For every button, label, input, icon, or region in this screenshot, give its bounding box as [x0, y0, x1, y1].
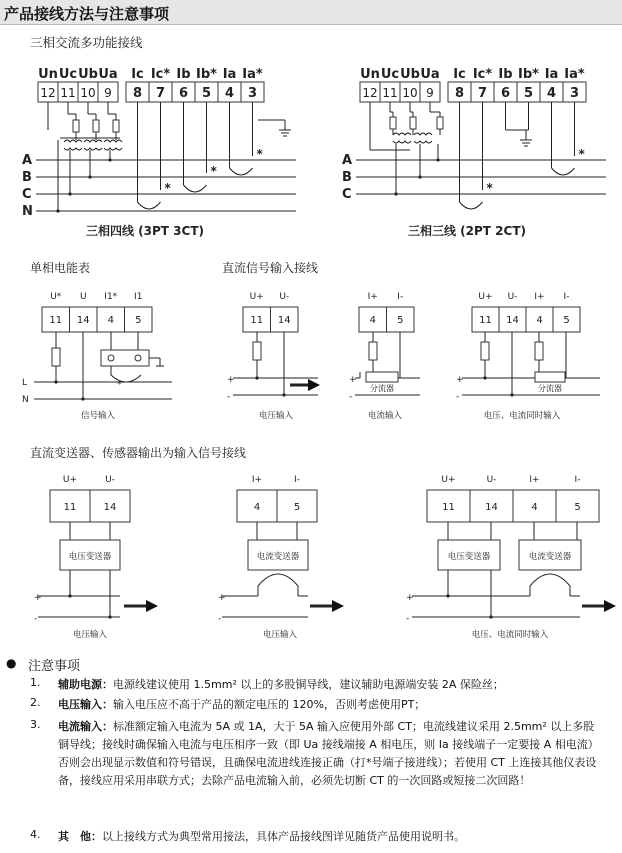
transformer-coil [393, 133, 411, 135]
terminal-label: Ic [453, 67, 466, 82]
fuse-icon [369, 342, 377, 360]
terminal-label: Ic [131, 67, 144, 82]
caption-dc-voltage: 电压输入 [258, 411, 294, 421]
fuse-icon [437, 117, 443, 129]
terminal-number: 4 [546, 86, 557, 101]
terminal-number: 11 [479, 315, 492, 326]
terminal-number: 11 [442, 502, 455, 513]
terminal-label: U+ [249, 292, 264, 302]
caption-transmitter-vi: 电压、电流同时输入 [471, 630, 549, 640]
caption-dc-current: 电流输入 [367, 411, 403, 421]
note-item-aux-power [58, 676, 603, 694]
note-text: 输入电压应不高于产品的额定电压的 120%，否则考虑使用PT； [113, 698, 426, 711]
minus-sign: - [349, 392, 353, 402]
transmitter-label: 电压变送器 [447, 552, 491, 562]
terminal-number: 5 [523, 86, 534, 101]
ct-loop [111, 366, 141, 382]
shunt-label: 分流器 [370, 384, 394, 393]
shunt-label: 分流器 [538, 384, 562, 393]
transformer-coil [104, 140, 122, 142]
transformer-coil [84, 148, 102, 150]
fuse-icon [52, 348, 60, 366]
terminal-label: I+ [534, 292, 545, 302]
ct-terminal [135, 355, 141, 361]
terminal-number: 3 [569, 86, 580, 101]
note-item-voltage-input [58, 696, 603, 714]
note-title: 其 他： [58, 830, 102, 843]
terminal-number: 14 [506, 315, 519, 326]
terminal-number: 4 [253, 502, 261, 513]
junction-dot [108, 158, 111, 161]
ct-loop [230, 168, 253, 175]
transformer-coil [84, 140, 102, 142]
terminal-label: U+ [441, 475, 456, 485]
terminal-label: Ib [498, 67, 513, 82]
terminal-number: 9 [426, 86, 434, 100]
note-number: 4. [30, 828, 41, 841]
terminal-number: 9 [104, 86, 112, 100]
polarity-star: * [210, 164, 217, 178]
terminal-number: 11 [49, 315, 63, 326]
terminal-label: Ia [544, 67, 559, 82]
terminal-label: Ia* [564, 67, 585, 82]
note-item-other [58, 828, 603, 846]
terminal-label: U+ [478, 292, 493, 302]
transformer-coil [393, 141, 411, 143]
fuse-icon [93, 120, 99, 132]
plus-sign: + [34, 593, 42, 603]
terminal-label: Ua [98, 67, 118, 82]
terminal-number: 5 [293, 502, 301, 513]
notes-title: 注意事项 [28, 659, 81, 674]
phase-label: A [22, 153, 33, 168]
terminal-label: Un [38, 67, 58, 82]
terminal-label: U* [50, 292, 62, 302]
plus-sign: + [406, 593, 414, 603]
terminal-number: 8 [132, 86, 143, 101]
caption-dc-vi: 电压、电流同时输入 [483, 411, 561, 421]
terminal-number: 11 [60, 86, 76, 100]
terminal-number: 10 [80, 86, 96, 100]
terminal-label: U- [105, 475, 115, 485]
junction-dot [418, 175, 421, 178]
terminal-label: I+ [251, 475, 263, 485]
terminal-label: Ib* [518, 67, 539, 82]
shunt-box [366, 372, 398, 382]
terminal-label: I- [574, 475, 581, 485]
terminal-number: 4 [369, 315, 376, 326]
note-number: 3. [30, 718, 41, 731]
terminal-number: 14 [76, 315, 90, 326]
phase-label: B [342, 170, 352, 185]
minus-sign: - [406, 614, 410, 624]
caption-3p4w: 三相四线 (3PT 3CT) [86, 224, 204, 238]
section-title: 直流变送器、传感器输出为输入信号接线 [30, 446, 247, 460]
phase-label: C [22, 187, 32, 202]
terminal-label: Ib [176, 67, 191, 82]
section-title: 三相交流多功能接线 [30, 35, 143, 50]
arrow-icon [308, 379, 320, 391]
terminal-number: 7 [477, 86, 488, 101]
ct-loop [552, 168, 575, 175]
note-title: 辅助电源： [58, 678, 113, 691]
terminal-label: Un [360, 67, 380, 82]
shunt-box [535, 372, 565, 382]
terminal-number: 5 [397, 315, 404, 326]
minus-sign: - [34, 614, 38, 624]
junction-dot [394, 192, 397, 195]
terminal-label: U [79, 292, 87, 302]
current-loop [530, 574, 570, 596]
terminal-label: Ic* [472, 67, 493, 82]
transmitter-label: 电流变送器 [256, 552, 300, 562]
polarity-star: * [164, 181, 171, 195]
fuse-icon [253, 342, 261, 360]
junction-dot [88, 175, 91, 178]
caption-single: 信号输入 [80, 411, 116, 421]
minus-sign: - [218, 614, 222, 624]
polarity-star: * [256, 147, 263, 161]
terminal-number: 11 [382, 86, 398, 100]
transformer-coil [414, 141, 432, 143]
note-number: 1. [30, 676, 41, 689]
terminal-number: 14 [277, 315, 291, 326]
terminal-number: 4 [536, 315, 543, 326]
transformer-coil [104, 148, 122, 150]
minus-sign: - [227, 392, 231, 402]
terminal-label: Uc [380, 67, 400, 82]
arrow-icon [332, 600, 344, 612]
phase-label: B [22, 170, 32, 185]
terminal-number: 5 [201, 86, 212, 101]
transmitter-label: 电压变送器 [68, 552, 112, 562]
junction-dot [54, 380, 57, 383]
note-text: 以上接线方式为典型常用接法，具体产品接线图详见随货产品使用说明书。 [102, 830, 465, 843]
terminal-label: U- [486, 475, 497, 485]
junction-dot [81, 397, 84, 400]
terminal-label: Ub [400, 67, 420, 82]
terminal-label: I- [563, 292, 570, 302]
terminal-label: I- [397, 292, 404, 302]
note-item-current-input [58, 718, 603, 790]
transmitter-label: 电流变送器 [528, 552, 572, 562]
terminal-number: 6 [500, 86, 511, 101]
terminal-label: U- [507, 292, 518, 302]
ct-terminal [108, 355, 114, 361]
terminal-number: 5 [135, 315, 142, 326]
section-title: 直流信号输入接线 [222, 261, 319, 275]
terminal-label: U- [279, 292, 290, 302]
terminal-label: U+ [62, 475, 78, 485]
minus-sign: - [456, 392, 460, 402]
plus-sign: + [456, 375, 464, 385]
phase-label: C [342, 187, 352, 202]
arrow-icon [146, 600, 158, 612]
terminal-number: 3 [247, 86, 258, 101]
terminal-label: Ua [420, 67, 440, 82]
fuse-icon [113, 120, 119, 132]
section-title: 单相电能表 [30, 261, 91, 275]
page-title: 产品接线方法与注意事项 [4, 5, 170, 23]
terminal-label: Uc [58, 67, 78, 82]
terminal-number: 10 [402, 86, 418, 100]
terminal-number: 11 [250, 315, 264, 326]
phase-label: N [22, 204, 33, 219]
terminal-number: 5 [574, 502, 581, 513]
polarity-star: * [117, 380, 122, 390]
terminal-number: 4 [107, 315, 114, 326]
fuse-icon [73, 120, 79, 132]
line-label: L [22, 378, 28, 388]
bullet-icon: ● [6, 656, 17, 670]
notes-section [0, 652, 622, 852]
terminal-number: 7 [155, 86, 166, 101]
terminal-number: 6 [178, 86, 189, 101]
transformer-coil [64, 148, 82, 150]
terminal-label: Ia [222, 67, 237, 82]
transformer-coil [64, 140, 82, 142]
fuse-icon [390, 117, 396, 129]
caption-transmitter-v: 电压输入 [72, 630, 108, 640]
caption-3p3w: 三相三线 (2PT 2CT) [408, 224, 526, 238]
plus-sign: + [218, 593, 226, 603]
terminal-number: 14 [103, 502, 117, 513]
ct-loop [138, 202, 161, 209]
current-loop [258, 574, 298, 596]
terminal-number: 4 [224, 86, 235, 101]
plus-sign: + [227, 375, 235, 385]
caption-transmitter-i: 电压输入 [262, 630, 298, 640]
terminal-number: 8 [454, 86, 465, 101]
ct-loop [460, 202, 483, 209]
terminal-label: Ia* [242, 67, 263, 82]
note-title: 电压输入： [58, 698, 113, 711]
terminal-label: I1 [134, 292, 143, 302]
terminal-number: 14 [485, 502, 498, 513]
terminal-label: I+ [529, 475, 540, 485]
fuse-icon [535, 342, 543, 360]
line-label: N [22, 395, 29, 405]
terminal-label: I+ [367, 292, 378, 302]
terminal-label: Ib* [196, 67, 217, 82]
fuse-icon [410, 117, 416, 129]
terminal-label: Ic* [150, 67, 171, 82]
ct-loop [184, 185, 207, 192]
note-title: 电流输入： [58, 720, 113, 733]
polarity-star: * [486, 181, 493, 195]
junction-dot [56, 209, 59, 212]
terminal-number: 4 [531, 502, 538, 513]
fuse-icon [481, 342, 489, 360]
note-number: 2. [30, 696, 41, 709]
plus-sign: + [349, 375, 357, 385]
junction-dot [68, 192, 71, 195]
phase-label: A [342, 153, 353, 168]
note-text: 电源线建议使用 1.5mm² 以上的多股铜导线，建议辅助电源端安装 2A 保险丝； [113, 678, 504, 691]
terminal-number: 12 [40, 86, 56, 100]
note-text: 标准额定输入电流为 5A 或 1A，大于 5A 输入应使用外部 CT；电流线建议采用 2.5mm² 以上多股铜导线；接线时确保输入电流与电压相序一致（即 Ua 接线端接 A 相电压，则 Ia 接线端子一定要接 A 相电流）否则会出现显示数值和符号错误，且确保电流进线连接正确（打*号端子接进线）；若使用 CT 上连接其他仪表设备，接线应用采用串联方式；去除产品电流输入前，必须先切断 CT 的一次回路或短接二次回路！ [58, 720, 599, 787]
terminal-label: Ub [78, 67, 98, 82]
terminal-label: I1* [104, 292, 118, 302]
transformer-coil [414, 133, 432, 135]
terminal-number: 5 [563, 315, 570, 326]
junction-dot [436, 158, 439, 161]
terminal-label: I- [294, 475, 300, 485]
terminal-number: 11 [63, 502, 77, 513]
arrow-icon [604, 600, 616, 612]
terminal-number: 12 [362, 86, 378, 100]
polarity-star: * [578, 147, 585, 161]
